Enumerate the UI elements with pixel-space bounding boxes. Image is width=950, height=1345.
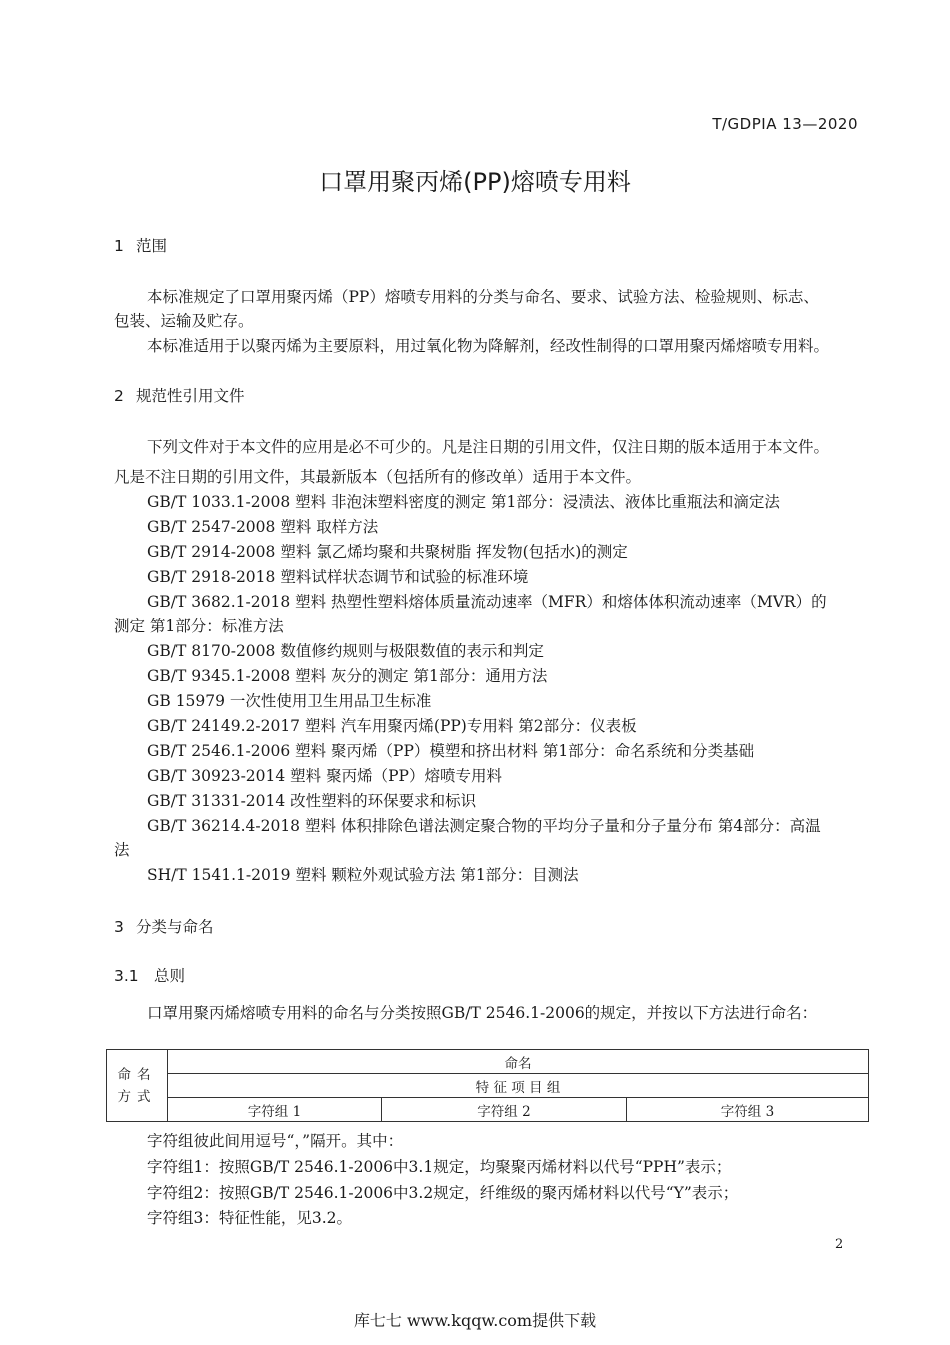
note-line: 字符组彼此间用逗号“，”隔开。其中：: [147, 1132, 404, 1150]
subsection-title: 总则: [154, 967, 186, 985]
naming-method-cell: 命名 方式: [107, 1050, 168, 1122]
reference-item: GB/T 31331-2014 改性塑料的环保要求和标识: [147, 792, 477, 810]
section-1-heading: [114, 234, 167, 256]
reference-item: SH/T 1541.1-2019 塑料 颗粒外观试验方法 第1部分：目测法: [147, 866, 579, 884]
note-line: 字符组2：按照GB/T 2546.1-2006中3.2规定，纤维级的聚丙烯材料以代号“Y”表示；: [147, 1184, 739, 1202]
reference-item: GB/T 24149.2-2017 塑料 汽车用聚丙烯(PP)专用料 第2部分：仪表板: [147, 717, 637, 735]
reference-item: GB/T 30923-2014 塑料 聚丙烯（PP）熔喷专用料: [147, 767, 502, 785]
reference-item: GB/T 2547-2008 塑料 取样方法: [147, 518, 379, 536]
note-line: 字符组1：按照GB/T 2546.1-2006中3.1规定，均聚聚丙烯材料以代号“PPH”表示；: [147, 1158, 732, 1176]
section-title: 分类与命名: [136, 918, 214, 936]
reference-item: GB/T 1033.1-2008 塑料 非泡沫塑料密度的测定 第1部分：浸渍法、液体比重瓶法和滴定法: [147, 493, 780, 511]
feature-group-cell: 特 征 项 目 组: [168, 1074, 869, 1098]
reference-item: 测定 第1部分：标准方法: [114, 617, 284, 635]
char-group-cell: 字符组 2: [382, 1098, 627, 1122]
reference-item: GB/T 8170-2008 数值修约规则与极限数值的表示和判定: [147, 642, 544, 660]
reference-item: 法: [114, 841, 130, 859]
paragraph: 下列文件对于本文件的应用是必不可少的。凡是注日期的引用文件，仅注日期的版本适用于本文件。: [147, 438, 830, 456]
note-line: 字符组3：特征性能，见3.2。: [147, 1209, 353, 1227]
char-group-cell: 字符组 3: [627, 1098, 869, 1122]
naming-header-cell: 命名: [168, 1050, 869, 1074]
download-footer: 库七七 www.kqqw.com提供下载: [353, 1311, 597, 1330]
subsection-number: 3.1: [114, 967, 139, 985]
reference-item: GB/T 9345.1-2008 塑料 灰分的测定 第1部分：通用方法: [147, 667, 548, 685]
section-number: 3: [114, 918, 124, 936]
reference-item: GB/T 2546.1-2006 塑料 聚丙烯（PP）模塑和挤出材料 第1部分：命名系统和分类基础: [147, 742, 755, 760]
paragraph: 本标准适用于以聚丙烯为主要原料，用过氧化物为降解剂，经改性制得的口罩用聚丙烯熔喷专用料。: [147, 337, 830, 355]
document-title: 口罩用聚丙烯(PP)熔喷专用料: [319, 168, 631, 196]
naming-table: [106, 1049, 869, 1122]
reference-item: GB/T 2914-2008 塑料 氯乙烯均聚和共聚树脂 挥发物(包括水)的测定: [147, 543, 628, 561]
standard-code: T/GDPIA 13—2020: [712, 115, 858, 133]
paragraph: 本标准规定了口罩用聚丙烯（PP）熔喷专用料的分类与命名、要求、试验方法、检验规则、标志、: [147, 288, 819, 306]
reference-item: GB/T 3682.1-2018 塑料 热塑性塑料熔体质量流动速率（MFR）和熔体体积流动速率（MVR）的: [147, 593, 827, 611]
section-number: 1: [114, 237, 124, 255]
section-title: 规范性引用文件: [136, 387, 245, 405]
char-group-cell: 字符组 1: [168, 1098, 382, 1122]
paragraph: 口罩用聚丙烯熔喷专用料的命名与分类按照GB/T 2546.1-2006的规定，并按以下方法进行命名：: [147, 1004, 818, 1022]
page-number: 2: [835, 1237, 844, 1252]
subsection-3-1-heading: [114, 964, 185, 986]
paragraph: 包装、运输及贮存。: [114, 312, 254, 330]
section-3-heading: [114, 915, 214, 937]
paragraph: 凡是不注日期的引用文件，其最新版本（包括所有的修改单）适用于本文件。: [114, 468, 642, 486]
section-2-heading: [114, 384, 245, 406]
section-title: 范围: [136, 237, 168, 255]
reference-item: GB/T 36214.4-2018 塑料 体积排除色谱法测定聚合物的平均分子量和分子量分布 第4部分：高温: [147, 817, 821, 835]
reference-item: GB/T 2918-2018 塑料试样状态调节和试验的标准环境: [147, 568, 529, 586]
reference-item: GB 15979 一次性使用卫生用品卫生标准: [147, 692, 432, 710]
section-number: 2: [114, 387, 124, 405]
